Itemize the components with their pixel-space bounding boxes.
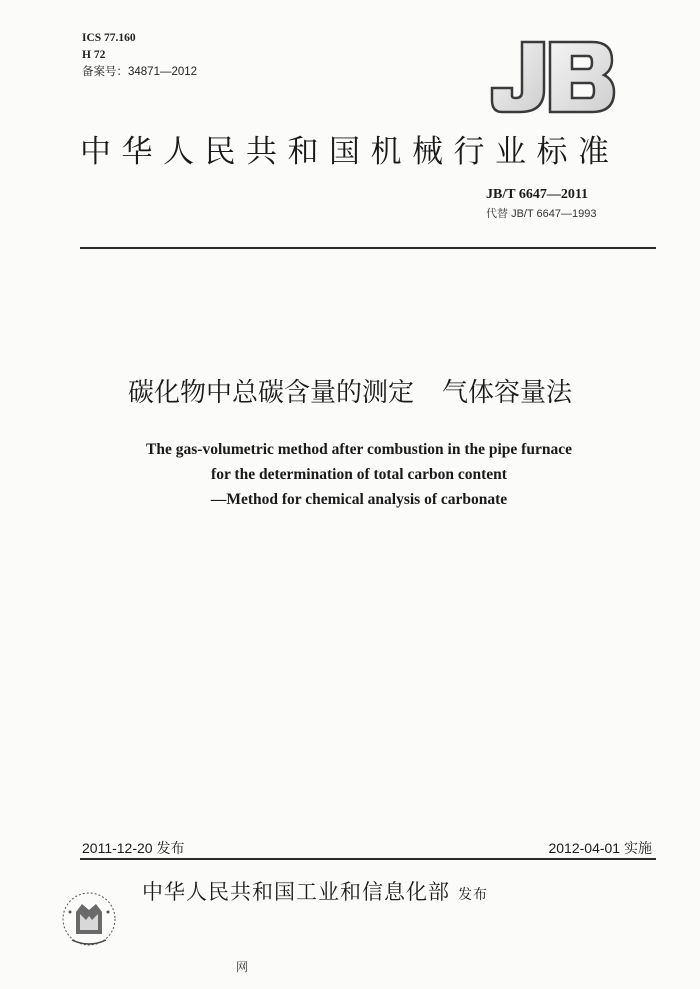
publisher-suffix: 发布 [458,887,488,903]
seal-graphic [54,884,124,954]
class-code: H 72 [82,49,106,61]
standard-category-title: 中华人民共和国机械行业标准 [80,134,620,170]
ministry-seal-icon [54,884,124,954]
issue-date: 2011-12-20 发布 [82,840,185,856]
effective-date: 2012-04-01 实施 [548,840,652,856]
replaces-standard: 代替 JB/T 6647—1993 [486,208,597,220]
chinese-title: 碳化物中总碳含量的测定 气体容量法 [127,378,573,408]
jb-logo-graphic [488,38,618,116]
english-title [0,437,700,512]
publisher [142,876,488,906]
english-title-line-1: The gas-volumetric method after combustion in the pipe furnace [146,441,572,458]
jb-logo [488,38,618,116]
footer-mark: 网 [236,960,249,974]
filing-number: 备案号：34871—2012 [82,66,198,78]
standard-number-block [486,185,626,221]
bottom-divider [80,858,656,860]
ics-code: ICS 77.160 [82,32,136,44]
top-divider [80,247,656,249]
english-title-line-3: —Method for chemical analysis of carbonate [210,491,508,508]
document-meta [82,30,197,81]
english-title-line-2: for the determination of total carbon content [211,466,507,483]
publisher-name: 中华人民共和国工业和信息化部 [142,880,450,904]
standard-number: JB/T 6647—2011 [486,187,589,202]
